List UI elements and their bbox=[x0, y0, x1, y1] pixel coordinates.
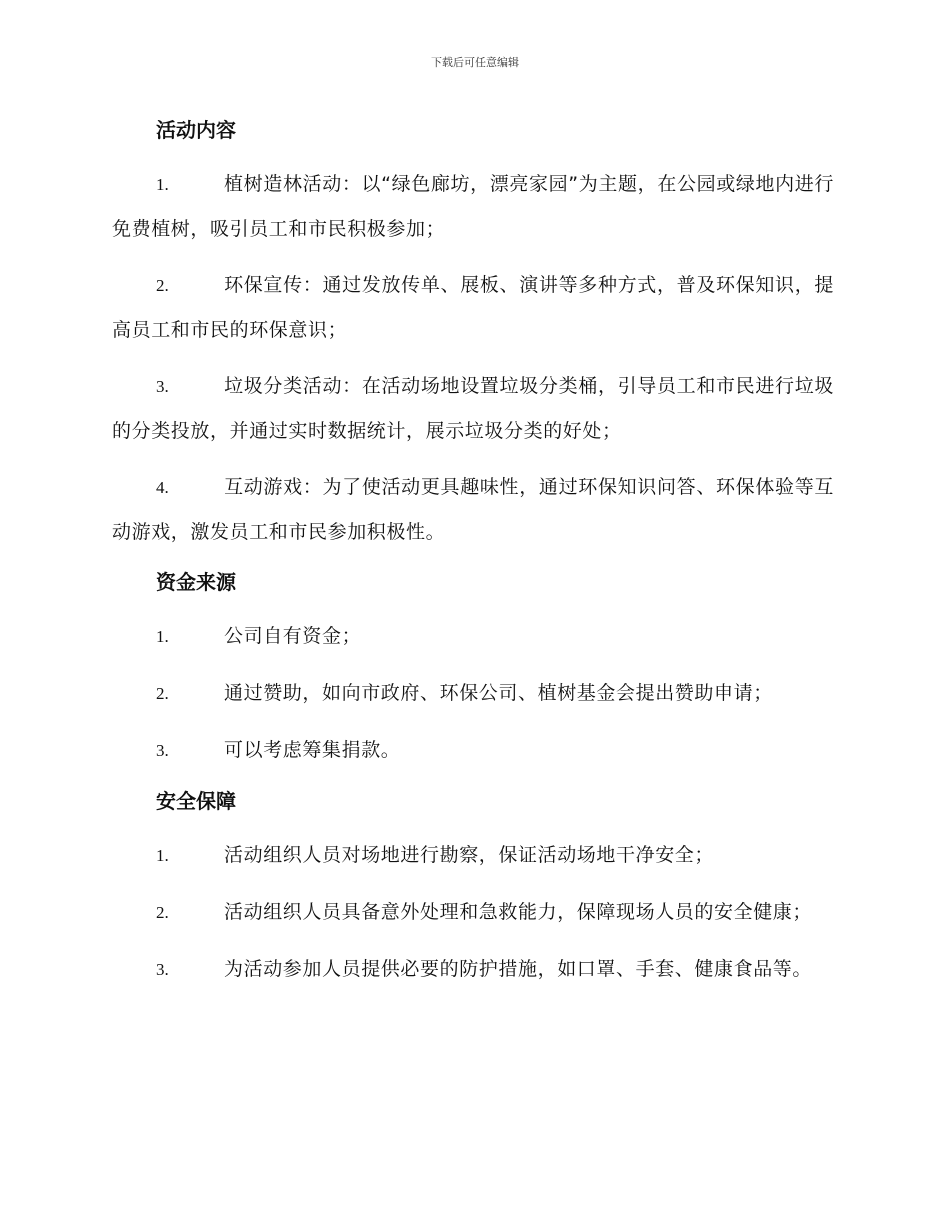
item-text: 环保宣传：通过发放传单、展板、演讲等多种方式，普及环保知识，提高员工和市民的环保意识； bbox=[112, 274, 834, 341]
section-funding-source bbox=[112, 566, 834, 773]
item-number: 1. bbox=[156, 175, 169, 194]
section-title: 活动内容 bbox=[156, 118, 236, 142]
item-text: 活动组织人员具备意外处理和急救能力，保障现场人员的安全健康； bbox=[224, 901, 813, 923]
item-number: 3. bbox=[156, 377, 169, 396]
section-safety-guarantee bbox=[112, 785, 834, 992]
list-item bbox=[112, 728, 834, 773]
list-item bbox=[112, 833, 834, 878]
list-item bbox=[112, 263, 834, 352]
item-number: 2. bbox=[156, 903, 169, 922]
item-text: 通过赞助，如向市政府、环保公司、植树基金会提出赞助申请； bbox=[224, 682, 773, 704]
page-header: 下载后可任意编辑 bbox=[431, 56, 519, 69]
item-number: 1. bbox=[156, 846, 169, 865]
item-text: 可以考虑筹集捐款。 bbox=[224, 739, 401, 761]
list-item bbox=[112, 890, 834, 935]
item-number: 2. bbox=[156, 276, 169, 295]
item-number: 3. bbox=[156, 960, 169, 979]
item-text: 植树造林活动：以“绿色廊坊，漂亮家园”为主题，在公园或绿地内进行免费植树，吸引员工和市民积极参加； bbox=[112, 173, 834, 240]
item-text: 垃圾分类活动：在活动场地设置垃圾分类桶，引导员工和市民进行垃圾的分类投放，并通过实时数据统计，展示垃圾分类的好处； bbox=[112, 375, 834, 442]
section-title: 安全保障 bbox=[156, 789, 236, 813]
list-item bbox=[112, 364, 834, 453]
section-title: 资金来源 bbox=[156, 570, 236, 594]
item-number: 1. bbox=[156, 627, 169, 646]
section-activity-content bbox=[112, 114, 834, 554]
item-text: 公司自有资金； bbox=[224, 625, 362, 647]
list-item bbox=[112, 947, 834, 992]
item-number: 2. bbox=[156, 684, 169, 703]
list-item bbox=[112, 465, 834, 554]
item-text: 为活动参加人员提供必要的防护措施，如口罩、手套、健康食品等。 bbox=[224, 958, 813, 980]
list-item bbox=[112, 162, 834, 251]
item-number: 3. bbox=[156, 741, 169, 760]
list-item bbox=[112, 671, 834, 716]
item-number: 4. bbox=[156, 478, 169, 497]
list-item bbox=[112, 614, 834, 659]
document-body bbox=[112, 110, 834, 1004]
item-text: 活动组织人员对场地进行勘察，保证活动场地干净安全； bbox=[224, 844, 715, 866]
item-text: 互动游戏：为了使活动更具趣味性，通过环保知识问答、环保体验等互动游戏，激发员工和市民参加积极性。 bbox=[112, 476, 834, 543]
